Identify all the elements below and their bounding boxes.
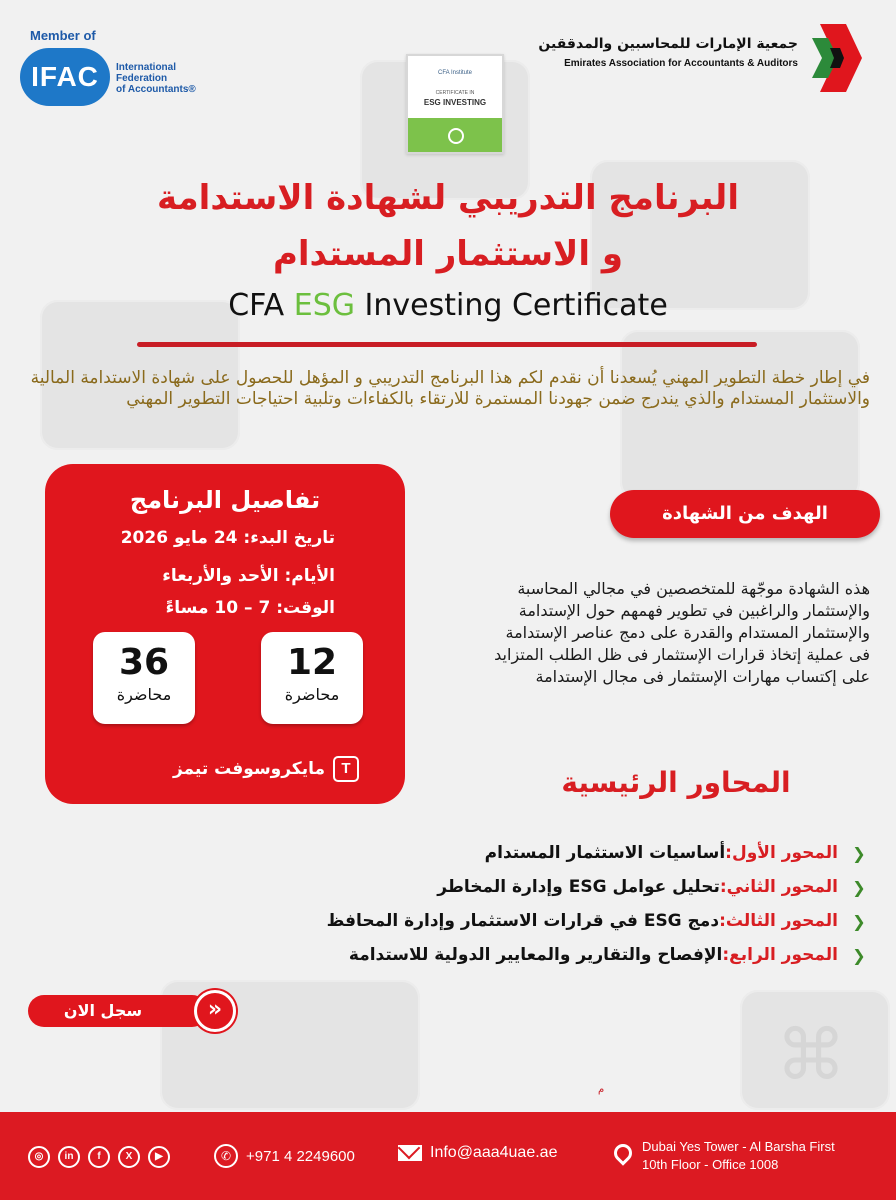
axis-item: ❮ المحور الأول: أساسيات الاستثمار المستدام (230, 836, 870, 870)
details-title: تفاصيل البرنامج (129, 486, 321, 514)
mail-icon (398, 1145, 422, 1161)
eaaa-mark-icon (806, 18, 868, 98)
cfa-esg-certificate-logo (406, 54, 504, 154)
youtube-icon[interactable]: ▶ (148, 1146, 170, 1168)
chevron-icon: ❮ (852, 945, 866, 965)
double-chevron-icon[interactable]: » (194, 990, 236, 1032)
title-arabic-line1: البرنامج التدريبي لشهادة الاستدامة (157, 178, 739, 218)
phone-icon: ✆ (214, 1144, 238, 1168)
eaaa-arabic-name: جمعية الإمارات للمحاسبين والمدققين (538, 36, 798, 52)
seal-icon (448, 128, 464, 144)
platform-label: مايكروسوفت تيمز (172, 759, 325, 779)
microsoft-teams-icon: T (333, 756, 359, 782)
phone-number[interactable]: +971 4 2249600 (246, 1147, 355, 1165)
register-now-button[interactable] (28, 990, 234, 1032)
facebook-icon[interactable]: f (88, 1146, 110, 1168)
chevron-icon: ❮ (852, 877, 866, 897)
ifac-fullname: International Federation of Accountants® (116, 62, 196, 95)
esg-investing-label: ESG INVESTING (423, 98, 487, 107)
location-pin-icon (610, 1140, 635, 1165)
goal-title: الهدف من الشهادة (610, 490, 880, 538)
eaaa-english-name: Emirates Association for Accountants & Auditors (564, 58, 798, 69)
start-date: تاريخ البدء: 24 مايو 2026 (120, 528, 335, 548)
member-of-label: Member of (30, 28, 96, 43)
axes-list (230, 836, 870, 972)
linkedin-icon[interactable]: in (58, 1146, 80, 1168)
axes-title: المحاور الرئيسية (561, 766, 791, 799)
chevron-icon: ❮ (852, 911, 866, 931)
small-mark: م (598, 1084, 605, 1095)
instagram-icon[interactable]: ◎ (28, 1146, 50, 1168)
title-divider (137, 342, 757, 347)
intro-paragraph: في إطار خطة التطوير المهني يُسعدنا أن نقدم لكم هذا البرنامج التدريبي و المؤهل للحصول على شهادة الاستدامة المالية والاستثمار المستدام والذي يندرج ضمن جهودنا المستمرة للارتقاء بالكفاءات وتلبية احتياجات التطوير المهني (30, 368, 870, 409)
platform-teams (173, 756, 359, 782)
title-english: CFA ESG Investing Certificate (228, 288, 668, 323)
goal-text: هذه الشهادة موجّهة للمتخصصين في مجالي المحاسبة والإستثمار والراغبين في تطوير فهمهم حول الإستدامة والإستثمار المستدام والقدرة على دمج عناصر الإستدامة فى عملية إتخاذ قرارات الإستثمار فى ظل الطلب المتزايد على إكتساب مهارات الإستثمار فى مجال الإستدامة (494, 579, 870, 686)
lectures-count-36: 36 محاضرة (93, 632, 195, 724)
ifac-badge: IFAC (20, 48, 110, 106)
email-address[interactable]: Info@aaa4uae.ae (430, 1144, 558, 1161)
address-line1: Dubai Yes Tower - Al Barsha First (642, 1139, 835, 1154)
ifac-logo (20, 28, 210, 108)
footer (0, 1112, 896, 1200)
address (614, 1138, 835, 1174)
lectures-count-12: 12 محاضرة (261, 632, 363, 724)
axis-item: ❮ المحور الثاني: تحليل عوامل ESG وإدارة المخاطر (230, 870, 870, 904)
register-label[interactable]: سجل الان (28, 995, 208, 1027)
certificate-in-label: CERTIFICATE IN (435, 90, 475, 96)
time: الوقت: 7 – 10 مساءً (165, 598, 335, 618)
x-icon[interactable]: X (118, 1146, 140, 1168)
days: الأيام: الأحد والأربعاء (162, 566, 335, 586)
social-links (28, 1146, 170, 1168)
eaaa-logo (538, 18, 876, 98)
chevron-icon: ❮ (852, 843, 866, 863)
command-key-icon: ⌘ (776, 1014, 846, 1096)
axis-item: ❮ المحور الثالث: دمج ESG في قرارات الاستثمار وإدارة المحافظ (230, 904, 870, 938)
address-line2: 10th Floor - Office 1008 (642, 1157, 779, 1172)
phone[interactable] (214, 1144, 355, 1168)
axis-item: ❮ المحور الرابع: الإفصاح والتقارير والمعايير الدولية للاستدامة (230, 938, 870, 972)
program-details-card (45, 464, 405, 804)
cfa-institute-label: CFA Institute (437, 70, 473, 76)
title-arabic-line2: و الاستثمار المستدام (272, 234, 623, 274)
email[interactable] (398, 1144, 557, 1162)
